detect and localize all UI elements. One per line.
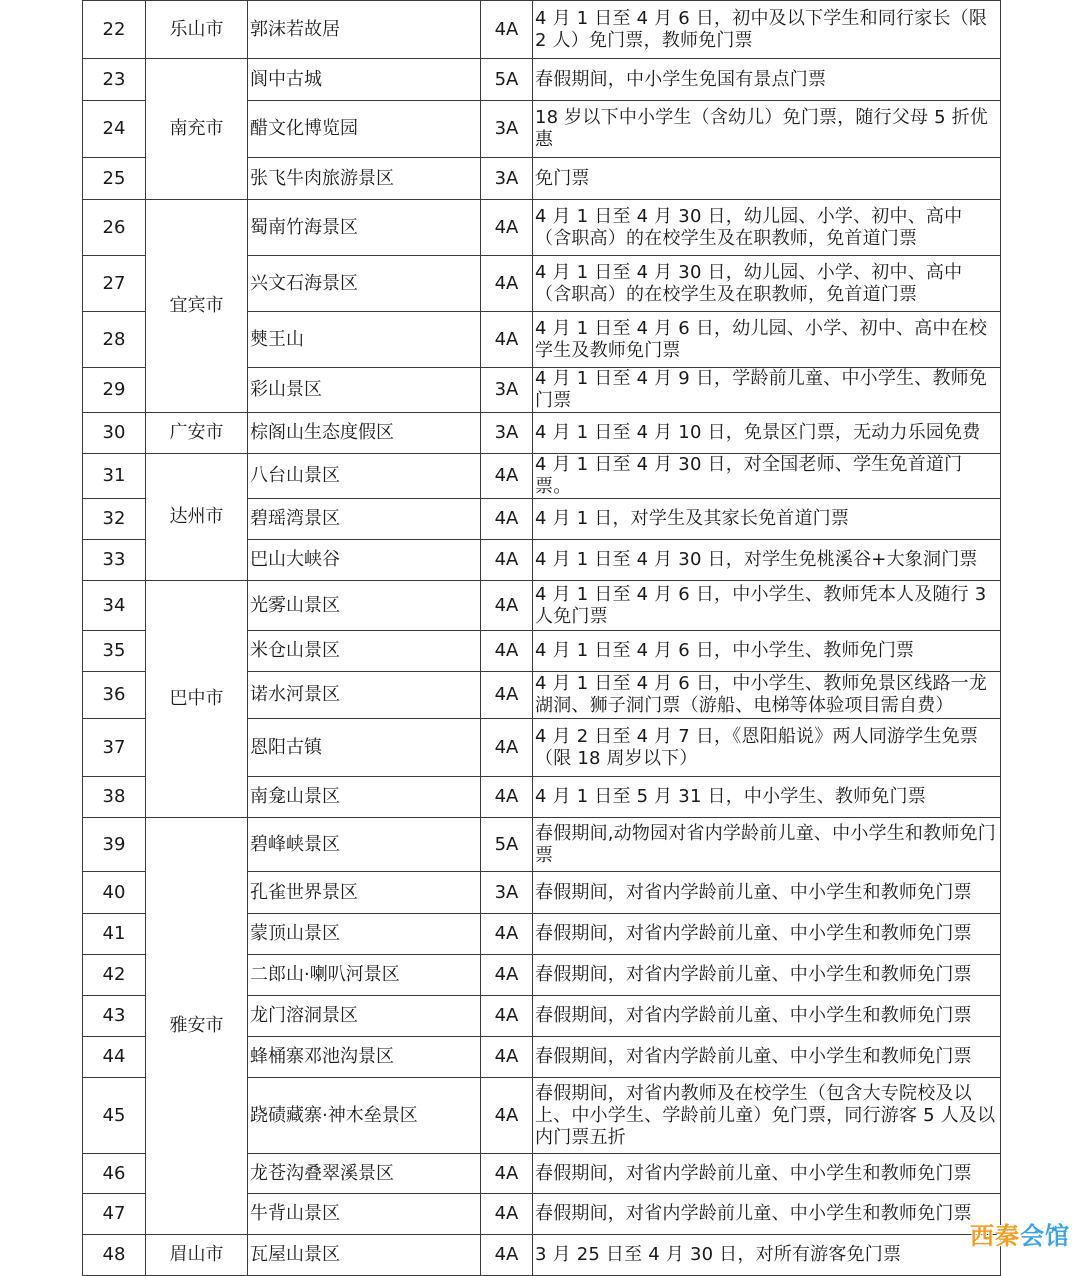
row-number: 28 (83, 312, 146, 368)
grade-cell: 4A (481, 1, 533, 59)
policy-note: 4 月 1 日至 4 月 6 日，中小学生、教师免门票 (533, 631, 1001, 672)
table-row (83, 59, 1001, 101)
grade-cell: 4A (481, 1078, 533, 1154)
scenic-name: 孔雀世界景区 (248, 872, 481, 914)
row-number: 46 (83, 1154, 146, 1194)
watermark-part-2: 会馆 (1020, 1222, 1070, 1250)
city-cell: 南充市 (146, 59, 248, 200)
scenic-name: 龙苍沟叠翠溪景区 (248, 1154, 481, 1194)
watermark-part-1: 西秦 (970, 1222, 1020, 1250)
scenic-name: 兴文石海景区 (248, 256, 481, 312)
policy-note: 4 月 1 日至 4 月 30 日，对全国老师、学生免首道门票。 (533, 454, 1001, 499)
scenic-name: 蜀南竹海景区 (248, 200, 481, 256)
scenic-spot-table (82, 0, 1001, 1276)
row-number: 34 (83, 581, 146, 631)
policy-note: 春假期间,动物园对省内学龄前儿童、中小学生和教师免门票 (533, 818, 1001, 872)
row-number: 26 (83, 200, 146, 256)
grade-cell: 4A (481, 719, 533, 777)
grade-cell: 4A (481, 200, 533, 256)
scenic-name: 郭沫若故居 (248, 1, 481, 59)
scenic-name: 二郎山·喇叭河景区 (248, 955, 481, 996)
city-cell: 雅安市 (146, 818, 248, 1235)
city-cell: 广安市 (146, 413, 248, 454)
policy-note: 4 月 1 日至 4 月 6 日，中小学生、教师免景区线路一龙湖洞、狮子洞门票（游船、电梯等体验项目需自费） (533, 672, 1001, 719)
grade-cell: 3A (481, 413, 533, 454)
row-number: 25 (83, 158, 146, 200)
policy-note: 4 月 1 日至 5 月 31 日，中小学生、教师免门票 (533, 777, 1001, 818)
scenic-name: 米仓山景区 (248, 631, 481, 672)
policy-note: 春假期间，对省内学龄前儿童、中小学生和教师免门票 (533, 914, 1001, 955)
scenic-name: 彩山景区 (248, 368, 481, 413)
scenic-name: 瓦屋山景区 (248, 1235, 481, 1276)
city-cell: 达州市 (146, 454, 248, 581)
scenic-name: 蒙顶山景区 (248, 914, 481, 955)
policy-note: 春假期间，对省内学龄前儿童、中小学生和教师免门票 (533, 1194, 1001, 1235)
table-row (83, 1, 1001, 59)
row-number: 31 (83, 454, 146, 499)
row-number: 36 (83, 672, 146, 719)
scenic-name: 张飞牛肉旅游景区 (248, 158, 481, 200)
table-row (83, 1235, 1001, 1276)
scenic-name: 南龛山景区 (248, 777, 481, 818)
grade-cell: 4A (481, 631, 533, 672)
table-row (83, 200, 1001, 256)
row-number: 45 (83, 1078, 146, 1154)
policy-note: 3 月 25 日至 4 月 30 日，对所有游客免门票 (533, 1235, 1001, 1276)
city-cell: 乐山市 (146, 1, 248, 59)
scenic-name: 醋文化博览园 (248, 101, 481, 158)
grade-cell: 3A (481, 872, 533, 914)
watermark-logo (970, 1216, 1070, 1251)
row-number: 37 (83, 719, 146, 777)
row-number: 32 (83, 499, 146, 540)
policy-note: 春假期间，对省内学龄前儿童、中小学生和教师免门票 (533, 1037, 1001, 1078)
grade-cell: 4A (481, 581, 533, 631)
policy-note: 4 月 1 日至 4 月 9 日，学龄前儿童、中小学生、教师免门票 (533, 368, 1001, 413)
policy-note: 春假期间，对省内学龄前儿童、中小学生和教师免门票 (533, 1154, 1001, 1194)
policy-note: 4 月 1 日至 4 月 6 日，幼儿园、小学、初中、高中在校学生及教师免门票 (533, 312, 1001, 368)
row-number: 47 (83, 1194, 146, 1235)
policy-note: 4 月 1 日，对学生及其家长免首道门票 (533, 499, 1001, 540)
scenic-name: 蜂桶寨邓池沟景区 (248, 1037, 481, 1078)
row-number: 41 (83, 914, 146, 955)
row-number: 30 (83, 413, 146, 454)
scenic-name: 恩阳古镇 (248, 719, 481, 777)
city-cell: 宜宾市 (146, 200, 248, 413)
policy-note: 4 月 1 日至 4 月 6 日，中小学生、教师凭本人及随行 3 人免门票 (533, 581, 1001, 631)
grade-cell: 4A (481, 777, 533, 818)
policy-note: 4 月 1 日至 4 月 10 日，免景区门票，无动力乐园免费 (533, 413, 1001, 454)
table-row (83, 454, 1001, 499)
scenic-name: 巴山大峡谷 (248, 540, 481, 581)
scenic-name: 碧瑶湾景区 (248, 499, 481, 540)
grade-cell: 3A (481, 101, 533, 158)
row-number: 40 (83, 872, 146, 914)
scenic-name: 跷碛藏寨·神木垒景区 (248, 1078, 481, 1154)
policy-note: 4 月 1 日至 4 月 30 日，对学生免桃溪谷+大象洞门票 (533, 540, 1001, 581)
row-number: 43 (83, 996, 146, 1037)
grade-cell: 5A (481, 59, 533, 101)
grade-cell: 3A (481, 158, 533, 200)
grade-cell: 4A (481, 540, 533, 581)
policy-note: 免门票 (533, 158, 1001, 200)
policy-note: 春假期间，对省内学龄前儿童、中小学生和教师免门票 (533, 996, 1001, 1037)
scenic-name: 碧峰峡景区 (248, 818, 481, 872)
grade-cell: 3A (481, 368, 533, 413)
scenic-name: 牛背山景区 (248, 1194, 481, 1235)
table-row (83, 818, 1001, 872)
scenic-name: 诺水河景区 (248, 672, 481, 719)
city-cell: 巴中市 (146, 581, 248, 818)
grade-cell: 4A (481, 1235, 533, 1276)
scenic-name: 棕阁山生态度假区 (248, 413, 481, 454)
scenic-name: 光雾山景区 (248, 581, 481, 631)
table-row (83, 413, 1001, 454)
scenic-name: 阆中古城 (248, 59, 481, 101)
policy-note: 春假期间，对省内教师及在校学生（包含大专院校及以上、中小学生、学龄前儿童）免门票，同行游客 5 人及以内门票五折 (533, 1078, 1001, 1154)
grade-cell: 4A (481, 955, 533, 996)
grade-cell: 4A (481, 454, 533, 499)
row-number: 27 (83, 256, 146, 312)
policy-note: 春假期间，中小学生免国有景点门票 (533, 59, 1001, 101)
policy-note: 4 月 1 日至 4 月 6 日，初中及以下学生和同行家长（限 2 人）免门票，教师免门票 (533, 1, 1001, 59)
row-number: 35 (83, 631, 146, 672)
policy-note: 春假期间，对省内学龄前儿童、中小学生和教师免门票 (533, 872, 1001, 914)
row-number: 42 (83, 955, 146, 996)
row-number: 23 (83, 59, 146, 101)
grade-cell: 5A (481, 818, 533, 872)
scenic-name: 八台山景区 (248, 454, 481, 499)
city-cell: 眉山市 (146, 1235, 248, 1276)
table-row (83, 581, 1001, 631)
policy-note: 春假期间，对省内学龄前儿童、中小学生和教师免门票 (533, 955, 1001, 996)
scenic-name: 僰王山 (248, 312, 481, 368)
grade-cell: 4A (481, 256, 533, 312)
grade-cell: 4A (481, 672, 533, 719)
row-number: 24 (83, 101, 146, 158)
policy-note: 4 月 2 日至 4 月 7 日，《恩阳船说》两人同游学生免票（限 18 周岁以下） (533, 719, 1001, 777)
grade-cell: 4A (481, 1194, 533, 1235)
grade-cell: 4A (481, 499, 533, 540)
policy-note: 4 月 1 日至 4 月 30 日，幼儿园、小学、初中、高中（含职高）的在校学生及在职教师，免首道门票 (533, 256, 1001, 312)
row-number: 22 (83, 1, 146, 59)
scenic-name: 龙门溶洞景区 (248, 996, 481, 1037)
policy-note: 4 月 1 日至 4 月 30 日，幼儿园、小学、初中、高中（含职高）的在校学生及在职教师，免首道门票 (533, 200, 1001, 256)
grade-cell: 4A (481, 312, 533, 368)
row-number: 39 (83, 818, 146, 872)
row-number: 38 (83, 777, 146, 818)
grade-cell: 4A (481, 996, 533, 1037)
grade-cell: 4A (481, 1154, 533, 1194)
row-number: 29 (83, 368, 146, 413)
row-number: 48 (83, 1235, 146, 1276)
row-number: 44 (83, 1037, 146, 1078)
policy-note: 18 岁以下中小学生（含幼儿）免门票，随行父母 5 折优惠 (533, 101, 1001, 158)
grade-cell: 4A (481, 1037, 533, 1078)
row-number: 33 (83, 540, 146, 581)
grade-cell: 4A (481, 914, 533, 955)
